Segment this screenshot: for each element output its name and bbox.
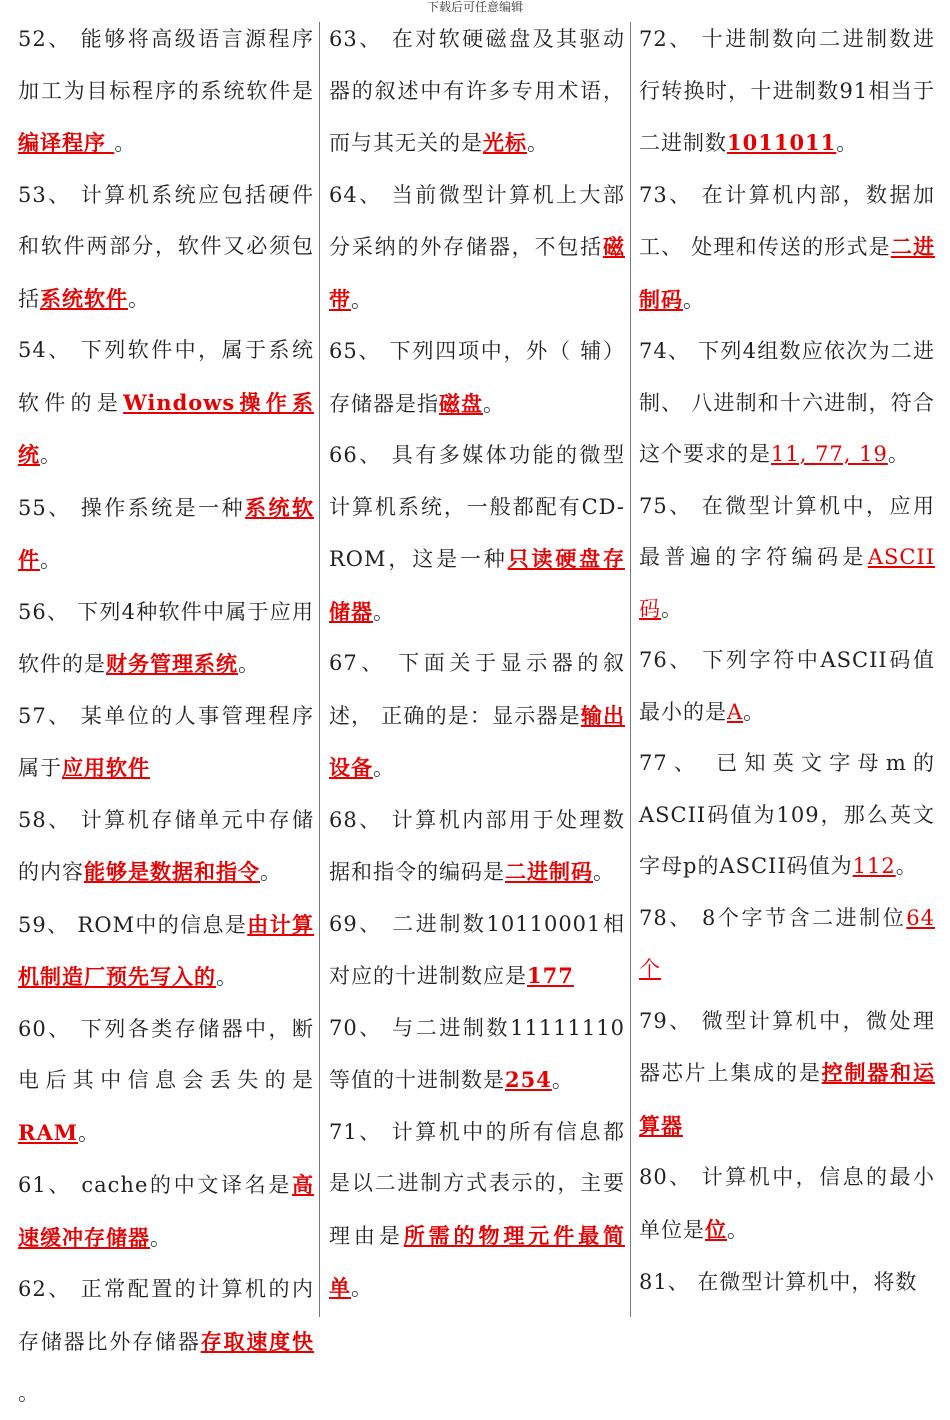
question-52: 52、 能够将高级语言源程序加工为目标程序的系统软件是编译程序 。	[18, 27, 314, 155]
column-2	[329, 14, 625, 1324]
answer: 光标	[483, 130, 527, 155]
question-72: 72、 十进制数向二进制数进行转换时，十进制数91相当于二进制数1011011。	[639, 27, 935, 155]
answer: 系统软件	[40, 285, 128, 311]
answer: 1011011	[727, 130, 837, 155]
answer: 112	[852, 854, 896, 878]
answer: 只读硬盘存储器	[329, 546, 626, 624]
question-74: 74、 下列4组数应依次为二进制、 八进制和十六进制，符合这个要求的是11, 77, 19。	[639, 339, 935, 466]
column-divider	[319, 22, 320, 1317]
answer: 能够是数据和指令	[84, 859, 260, 884]
question-64: 64、 当前微型计算机上大部分采纳的外存储器，不包括磁带。	[329, 182, 625, 312]
answer: 177	[527, 963, 574, 988]
question-65: 65、 下列四项中，外（ 辅）存储器是指磁盘。	[329, 339, 625, 416]
column-divider	[630, 22, 631, 1317]
answer: 二进制码	[505, 859, 593, 884]
answer: 64个	[639, 905, 935, 981]
answer: 高速缓冲存储器	[18, 1172, 314, 1250]
question-54: 54、 下列软件中，属于系统软件的是Windows操作系统。	[18, 338, 314, 467]
column-3	[639, 14, 935, 1324]
answer: 应用软件	[62, 755, 150, 780]
answer: 位	[705, 1216, 727, 1242]
answer: 编译程序	[18, 130, 115, 155]
question-73: 73、 在计算机内部，数据加工、 处理和传送的形式是二进制码。	[639, 182, 935, 312]
question-75: 75、 在微型计算机中，应用最普遍的字符编码是ASCII码。	[639, 493, 935, 621]
page-header: 下载后可任意编辑	[426, 0, 523, 14]
question-60: 60、 下列各类存储器中，断电后其中信息会丢失的是RAM。	[18, 1016, 314, 1145]
question-69: 69、 二进制数10110001相对应的十进制数应是177	[329, 911, 625, 988]
question-62: 62、 正常配置的计算机的内存储器比外存储器存取速度快 。	[18, 1277, 315, 1405]
answer: ASCII码	[639, 545, 935, 621]
answer: 磁盘	[439, 390, 483, 416]
answer: 磁带	[329, 234, 625, 312]
question-81: 81、 在微型计算机中，将数	[639, 1270, 918, 1294]
answer: 二进制码	[639, 234, 935, 312]
question-68: 68、 计算机内部用于处理数据和指令的编码是二进制码。	[329, 807, 625, 884]
question-70: 70、 与二进制数11111110等值的十进制数是254。	[329, 1015, 625, 1092]
answer: A	[727, 699, 744, 724]
question-66: 66、 具有多媒体功能的微型计算机系统，一般都配有CD-ROM，这是一种只读硬盘存储器。	[329, 443, 626, 624]
question-58: 58、 计算机存储单元中存储的内容能够是数据和指令。	[18, 807, 314, 884]
question-59: 59、 ROM中的信息是由计算机制造厂预先写入的。	[18, 911, 315, 989]
answer: 控制器和运算器	[639, 1060, 936, 1138]
question-57: 57、 某单位的人事管理程序属于应用软件	[18, 703, 314, 780]
question-55: 55、 操作系统是一种系统软件。	[18, 494, 314, 572]
question-79: 79、 微型计算机中，微处理器芯片上集成的是控制器和运算器	[639, 1008, 936, 1138]
answer: Windows操作系统	[18, 389, 314, 467]
answer: 系统软件	[18, 494, 314, 572]
answer: 由计算机制造厂预先写入的	[18, 911, 315, 989]
question-78: 78、 8个字节含二进制位64个	[639, 905, 935, 981]
answer: RAM	[18, 1119, 78, 1145]
question-56: 56、 下列4种软件中属于应用软件的是财务管理系统。	[18, 599, 314, 676]
question-61: 61、 cache的中文译名是高速缓冲存储器。	[18, 1172, 314, 1250]
question-76: 76、 下列字符中ASCII码值最小的是A。	[639, 648, 935, 724]
answer: 财务管理系统	[106, 651, 238, 676]
question-80: 80、 计算机中，信息的最小单位是位。	[639, 1165, 935, 1242]
question-63: 63、 在对软硬磁盘及其驱动器的叙述中有许多专用术语，而与其无关的是光标。	[329, 27, 625, 155]
answer: 所需的物理元件最简单	[329, 1222, 626, 1300]
question-77: 77、 已知英文字母m的ASCII码值为109，那么英文字母p的ASCII码值为112。	[639, 751, 935, 878]
answer: 存取速度快	[200, 1328, 315, 1354]
answer: 输出设备	[329, 702, 625, 780]
question-53: 53、 计算机系统应包括硬件和软件两部分，软件又必须包括系统软件。	[18, 182, 314, 311]
question-67: 67、 下面关于显示器的叙述， 正确的是：显示器是输出设备。	[329, 651, 625, 780]
answer: 11, 77, 19	[771, 442, 888, 466]
question-71: 71、 计算机中的所有信息都是以二进制方式表示的，主要理由是所需的物理元件最简单。	[329, 1119, 626, 1300]
answer: 254	[505, 1067, 552, 1092]
column-1	[18, 14, 315, 1405]
